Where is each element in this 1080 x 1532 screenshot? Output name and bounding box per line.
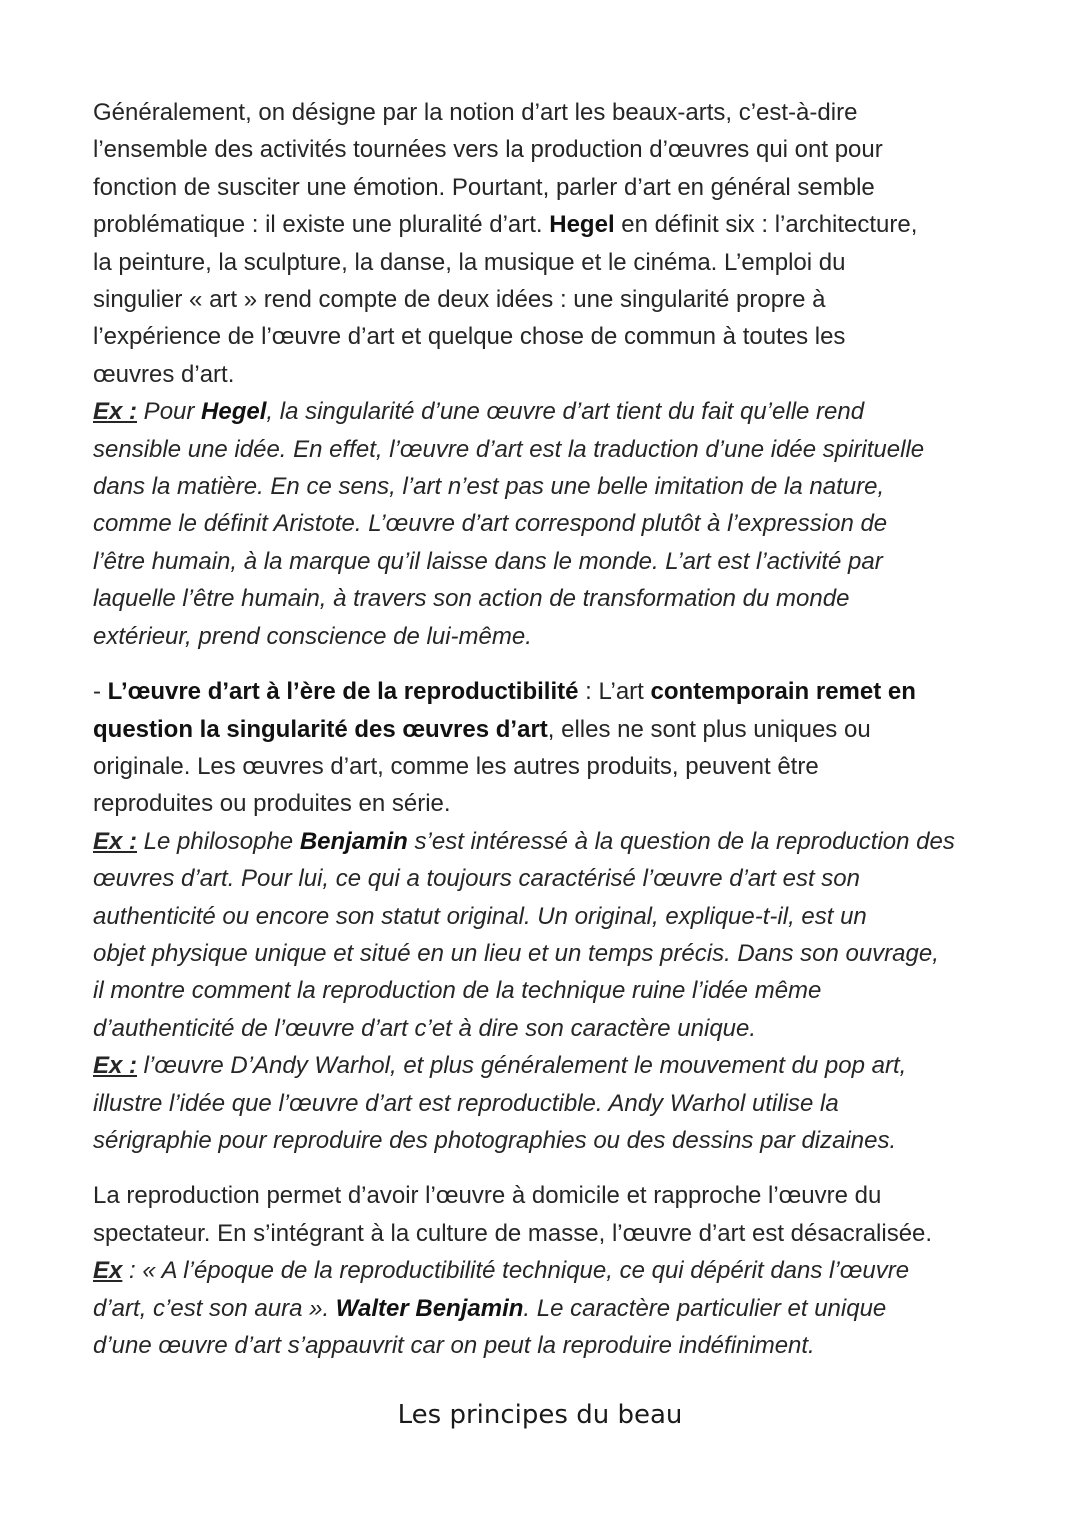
text-line: illustre l’idée que l’œuvre d’art est reproductible. Andy Warhol utilise la xyxy=(93,1089,839,1117)
text-line: spectateur. En s’intégrant à la culture de masse, l’œuvre d’art est désacralisée. xyxy=(93,1219,933,1247)
text-line: Ex : Pour Hegel, la singularité d’une œuvre d’art tient du fait qu’elle rend xyxy=(93,398,865,426)
section-title: Les principes du beau xyxy=(397,1400,683,1430)
example-hegel xyxy=(93,393,993,655)
section-heading: L’œuvre d’art à l’ère de la reproductibilité xyxy=(107,678,579,706)
text-line: - L’œuvre d’art à l’ère de la reproductibilité : L’art contemporain remet en xyxy=(93,678,916,706)
keyword-hegel: Hegel xyxy=(201,398,267,426)
text-line: question la singularité des œuvres d’art, elles ne sont plus uniques ou xyxy=(93,715,871,743)
text-line: authenticité ou encore son statut original. Un original, explique-t-il, est un xyxy=(93,902,867,930)
text-line: extérieur, prend conscience de lui-même. xyxy=(93,622,532,650)
example-label: Ex xyxy=(93,1257,123,1285)
text-line: dans la matière. En ce sens, l’art n’est pas une belle imitation de la nature, xyxy=(93,473,885,501)
paragraph-gap xyxy=(93,1159,993,1177)
keyword-hegel: Hegel xyxy=(549,211,615,239)
text-line: Ex : Le philosophe Benjamin s’est intéressé à la question de la reproduction des xyxy=(93,827,955,855)
example-label: Ex : xyxy=(93,827,138,855)
text-line: l’ensemble des activités tournées vers la production d’œuvres qui ont pour xyxy=(93,136,883,164)
example-aura-quote xyxy=(93,1252,993,1364)
text-line: reproduites ou produites en série. xyxy=(93,790,451,818)
example-benjamin xyxy=(93,823,993,1047)
paragraph-intro xyxy=(93,94,993,393)
text-line: d’authenticité de l’œuvre d’art c’et à dire son caractère unique. xyxy=(93,1014,757,1042)
keyword-benjamin: Benjamin xyxy=(299,827,408,855)
example-label: Ex : xyxy=(93,1052,138,1080)
text-line: sérigraphie pour reproduire des photographies ou des dessins par dizaines. xyxy=(93,1126,897,1154)
text-line: l’être humain, à la marque qu’il laisse dans le monde. L’art est l’activité par xyxy=(93,547,883,575)
text-line: laquelle l’être humain, à travers son action de transformation du monde xyxy=(93,585,850,613)
text-line: problématique : il existe une pluralité d’art. Hegel en définit six : l’architecture, xyxy=(93,211,918,239)
text-line: il montre comment la reproduction de la technique ruine l’idée même xyxy=(93,977,822,1005)
text-line: objet physique unique et situé en un lieu et un temps précis. Dans son ouvrage, xyxy=(93,939,939,967)
text-line: La reproduction permet d’avoir l’œuvre à domicile et rapproche l’œuvre du xyxy=(93,1182,882,1210)
text-line: sensible une idée. En effet, l’œuvre d’art est la traduction d’une idée spirituelle xyxy=(93,435,925,463)
example-label: Ex : xyxy=(93,398,138,426)
paragraph-reproduction xyxy=(93,1177,993,1252)
text-line: d’une œuvre d’art s’appauvrit car on peut la reproduire indéfiniment. xyxy=(93,1332,815,1359)
keyword-walter-benjamin: Walter Benjamin xyxy=(335,1294,524,1322)
text-line: l’expérience de l’œuvre d’art et quelque chose de commun à toutes les xyxy=(93,323,846,351)
document-body xyxy=(93,94,993,1364)
text-line: singulier « art » rend compte de deux idées : une singularité propre à xyxy=(93,286,826,314)
text-line: fonction de susciter une émotion. Pourtant, parler d’art en général semble xyxy=(93,173,875,201)
example-warhol xyxy=(93,1047,993,1159)
text-line: originale. Les œuvres d’art, comme les autres produits, peuvent être xyxy=(93,752,819,780)
paragraph-reproductibility xyxy=(93,673,993,823)
text-line: Généralement, on désigne par la notion d’art les beaux-arts, c’est-à-dire xyxy=(93,99,858,126)
text-line: comme le définit Aristote. L’œuvre d’art correspond plutôt à l’expression de xyxy=(93,510,888,538)
text-line: Ex : « A l’époque de la reproductibilité technique, ce qui dépérit dans l’œuvre xyxy=(93,1257,910,1285)
text-line: œuvres d’art. Pour lui, ce qui a toujours caractérisé l’œuvre d’art est son xyxy=(93,865,860,893)
text-line: la peinture, la sculpture, la danse, la musique et le cinéma. L’emploi du xyxy=(93,248,846,276)
text-line: d’art, c’est son aura ». Walter Benjamin. Le caractère particulier et unique xyxy=(93,1294,887,1322)
text-line: œuvres d’art. xyxy=(93,360,235,388)
text-line: Ex : l’œuvre D’Andy Warhol, et plus généralement le mouvement du pop art, xyxy=(93,1052,907,1080)
paragraph-gap xyxy=(93,655,993,673)
